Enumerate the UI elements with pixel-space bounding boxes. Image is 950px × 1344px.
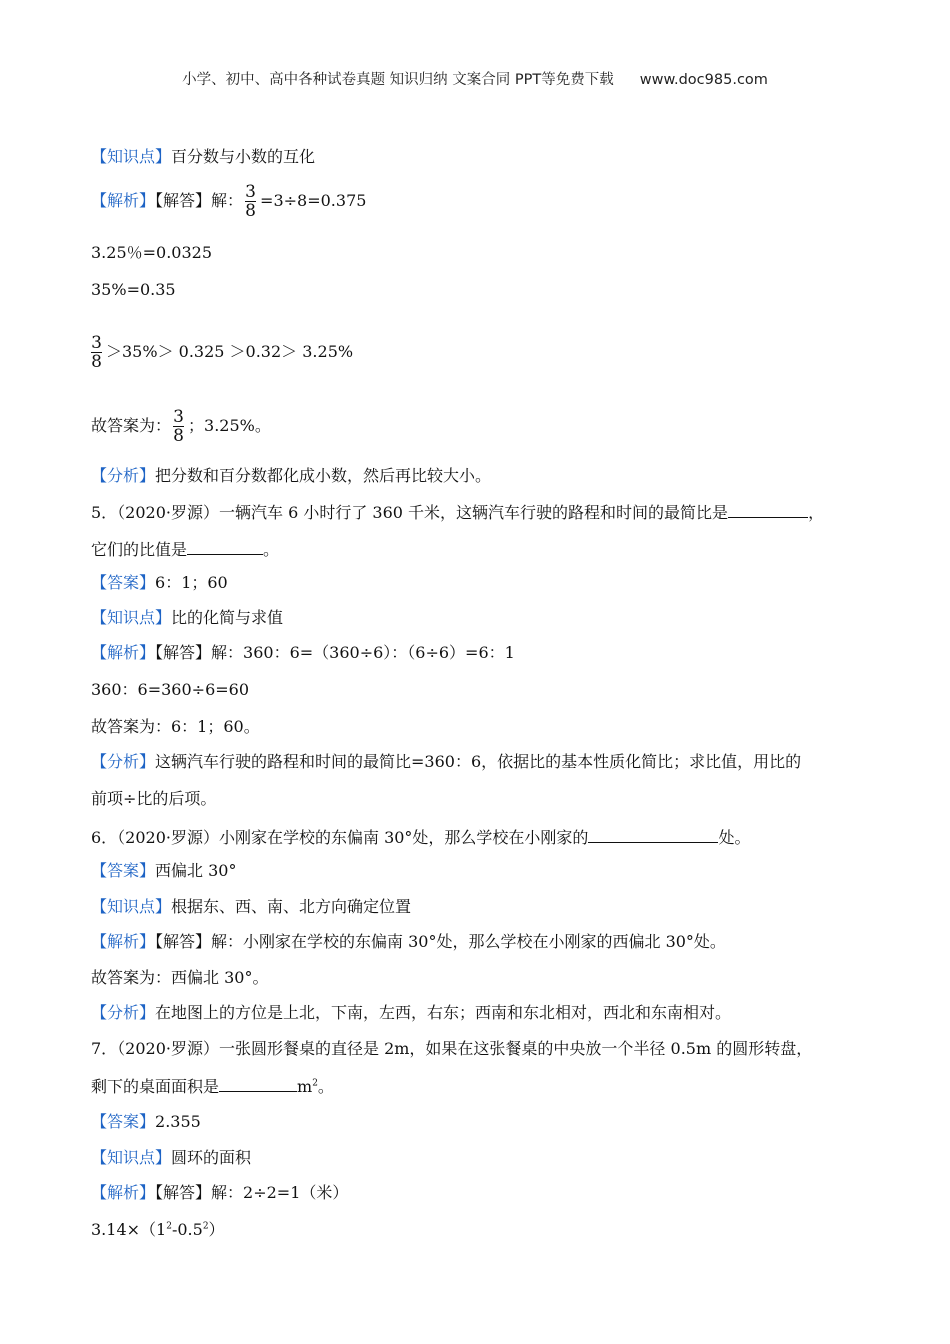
q6-review-line bbox=[91, 1003, 731, 1023]
q7-answer-line bbox=[91, 1112, 201, 1132]
analysis-tag: 【解析】 bbox=[91, 932, 156, 951]
q6-stem: 6．（2020·罗源）小刚家在学校的东偏南 30°处，那么学校在小刚家的 bbox=[91, 828, 589, 847]
q4-knowledge: 百分数与小数的互化 bbox=[171, 147, 316, 166]
page-header bbox=[0, 68, 950, 89]
q6-answer-line bbox=[91, 861, 236, 881]
q7-answer: 2.355 bbox=[155, 1112, 201, 1131]
q5-review-line1 bbox=[91, 752, 801, 772]
analysis-tag: 【解析】 bbox=[91, 1183, 156, 1202]
q5-answer-line bbox=[91, 573, 228, 593]
q4-compare-tail: ＞35%＞ 0.325 ＞0.32＞ 3.25% bbox=[106, 342, 354, 361]
fraction-denominator: 8 bbox=[173, 426, 184, 446]
answer-tag: 【答案】 bbox=[91, 861, 156, 880]
q6-stem-line bbox=[91, 826, 750, 848]
analysis-tag: 【解析】 bbox=[91, 191, 156, 210]
q7-answer-blank[interactable] bbox=[219, 1075, 297, 1092]
q5-knowledge: 比的化简与求值 bbox=[171, 608, 284, 627]
q7-stem-line1: 7．（2020·罗源）一张圆形餐桌的直径是 2m，如果在这张餐桌的中央放一个半径 0.5m 的圆形转盘， bbox=[91, 1039, 813, 1058]
q4-line2: 3.25％=0.0325 bbox=[91, 243, 213, 262]
knowledge-tag: 【知识点】 bbox=[91, 1148, 172, 1167]
q5-answer-blank-1[interactable] bbox=[728, 501, 808, 518]
fraction-numerator: 3 bbox=[245, 182, 256, 202]
q7-calc-c: ） bbox=[208, 1220, 225, 1239]
q5-review-line2: 前项÷比的后项。 bbox=[91, 789, 217, 808]
q5-answer-blank-2[interactable] bbox=[187, 538, 263, 555]
q7-unit-exponent: 2 bbox=[312, 1078, 318, 1089]
q7-knowledge-line bbox=[91, 1148, 251, 1168]
q7-calc-a: 3.14×（1 bbox=[91, 1220, 167, 1239]
q4-final-tail: ；3.25%。 bbox=[188, 416, 271, 435]
q5-analysis-line bbox=[91, 643, 515, 663]
q7-unit: m bbox=[297, 1077, 313, 1096]
q7-stem-line2 bbox=[91, 1075, 334, 1097]
review-tag: 【分析】 bbox=[91, 1003, 156, 1022]
q7-exp-b: 2 bbox=[202, 1221, 209, 1232]
q5-review-a: 这辆汽车行驶的路程和时间的最简比=360：6，依据比的基本性质化简比；求比值，用比的 bbox=[155, 752, 802, 771]
q7-calc-line bbox=[91, 1220, 225, 1240]
fraction-numerator: 3 bbox=[173, 407, 184, 427]
knowledge-tag: 【知识点】 bbox=[91, 897, 172, 916]
answer-tag: 【答案】 bbox=[91, 1112, 156, 1131]
q4-final-line bbox=[91, 406, 271, 446]
analysis-tag: 【解析】 bbox=[91, 643, 156, 662]
q7-calc-b: -0.5 bbox=[171, 1220, 203, 1239]
q7-knowledge: 圆环的面积 bbox=[171, 1148, 252, 1167]
q4-review-line bbox=[91, 466, 491, 486]
q7-stem-b-end: 。 bbox=[317, 1077, 334, 1096]
answer-label-tag: 【解答】 bbox=[155, 191, 212, 210]
q4-review: 把分数和百分数都化成小数，然后再比较大小。 bbox=[155, 466, 492, 485]
q5-stem-line2 bbox=[91, 538, 279, 560]
q6-analysis: 解：小刚家在学校的东偏南 30°处，那么学校在小刚家的西偏北 30°处。 bbox=[211, 932, 726, 951]
fraction-denominator: 8 bbox=[91, 352, 102, 372]
review-tag: 【分析】 bbox=[91, 466, 156, 485]
q7-analysis-line bbox=[91, 1183, 348, 1203]
q4-final-head: 故答案为： bbox=[91, 416, 172, 435]
q5-knowledge-line bbox=[91, 608, 283, 628]
q5-final: 故答案为：6：1；60。 bbox=[91, 717, 260, 736]
q5-stem-b: 它们的比值是 bbox=[91, 540, 188, 559]
q6-answer: 西偏北 30° bbox=[155, 861, 237, 880]
q5-stem-a: 5．（2020·罗源）一辆汽车 6 小时行了 360 千米，这辆汽车行驶的路程和时间的最简比是 bbox=[91, 503, 729, 522]
q6-stem-end: 处。 bbox=[718, 828, 751, 847]
fraction-three-eighths bbox=[245, 183, 256, 220]
q6-analysis-line bbox=[91, 932, 726, 952]
answer-label-tag: 【解答】 bbox=[155, 1183, 212, 1202]
q6-answer-blank[interactable] bbox=[588, 826, 718, 843]
review-tag: 【分析】 bbox=[91, 752, 156, 771]
q7-exp-a: 2 bbox=[166, 1221, 172, 1232]
knowledge-tag: 【知识点】 bbox=[91, 147, 172, 166]
q5-stem-a-end: ， bbox=[808, 503, 825, 522]
q4-jie: 解： bbox=[211, 191, 244, 210]
header-text: 小学、初中、高中各种试卷真题 知识归纳 文案合同 PPT等免费下载 bbox=[182, 72, 614, 88]
q7-analysis: 解：2÷2=1（米） bbox=[211, 1183, 349, 1202]
knowledge-tag: 【知识点】 bbox=[91, 608, 172, 627]
q5-stem-b-end: 。 bbox=[263, 540, 280, 559]
answer-label-tag: 【解答】 bbox=[155, 932, 212, 951]
fraction-numerator: 3 bbox=[91, 333, 102, 353]
q6-review: 在地图上的方位是上北，下南，左西，右东；西南和东北相对，西北和东南相对。 bbox=[155, 1003, 732, 1022]
q6-knowledge: 根据东、西、南、北方向确定位置 bbox=[171, 897, 412, 916]
q5-answer: 6：1；60 bbox=[155, 573, 228, 592]
q5-analysis: 解：360：6=（360÷6）：（6÷6）=6：1 bbox=[211, 643, 515, 662]
fraction-three-eighths bbox=[91, 334, 102, 371]
answer-label-tag: 【解答】 bbox=[155, 643, 212, 662]
q4-line1-tail: =3÷8=0.375 bbox=[260, 191, 367, 210]
q4-compare-line bbox=[91, 332, 353, 372]
q5-line2: 360：6=360÷6=60 bbox=[91, 680, 250, 699]
q5-stem-line1 bbox=[91, 501, 824, 523]
answer-tag: 【答案】 bbox=[91, 573, 156, 592]
q7-stem-b: 剩下的桌面面积是 bbox=[91, 1077, 220, 1096]
q4-line3: 35%=0.35 bbox=[91, 280, 176, 299]
header-url[interactable]: www.doc985.com bbox=[639, 72, 768, 88]
fraction-denominator: 8 bbox=[245, 201, 256, 221]
q6-knowledge-line bbox=[91, 897, 411, 917]
q4-knowledge-line bbox=[91, 147, 315, 167]
q6-final: 故答案为：西偏北 30°。 bbox=[91, 968, 269, 987]
q4-analysis-line bbox=[91, 181, 366, 221]
fraction-three-eighths bbox=[173, 408, 184, 445]
